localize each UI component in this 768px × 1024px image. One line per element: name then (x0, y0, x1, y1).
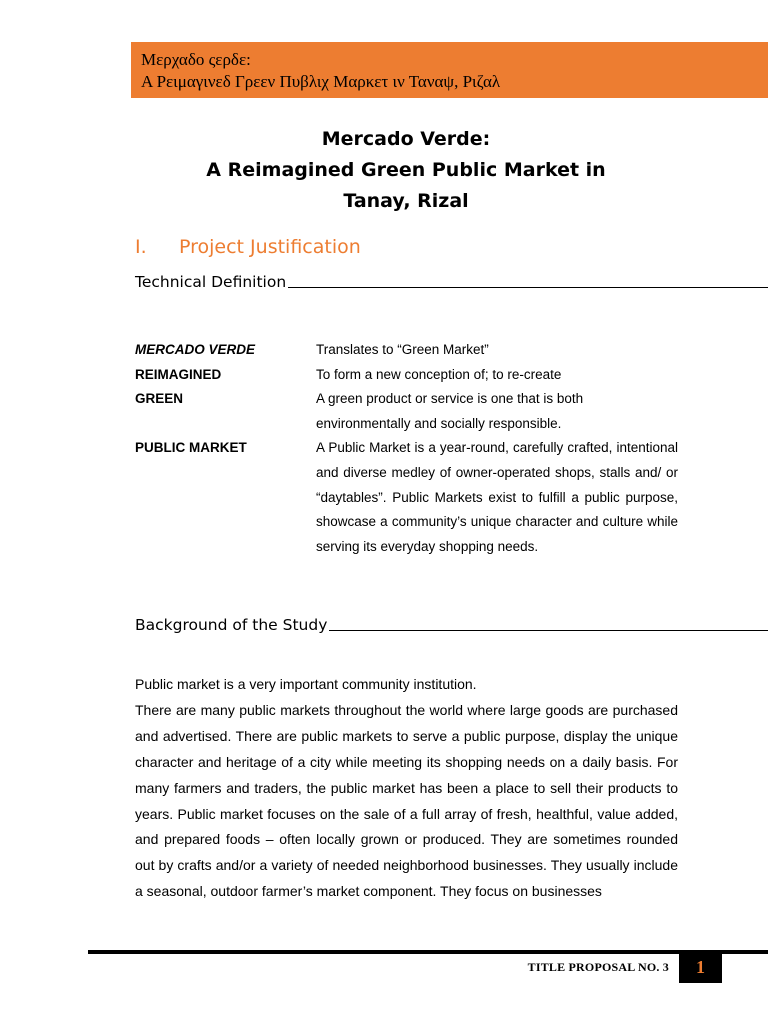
definition-text: A green product or service is one that is both environmentally and socially responsible. (316, 391, 584, 431)
header-line-1: Μερχαδο ςερδε: (141, 50, 251, 69)
definition-text: A Public Market is a year-round, carefully crafted, intentional and diverse medley of owner-operated shops, stalls and/ or “daytables”. Public Markets exist to fulfill a public purpose, showcase a community’s unique character and culture while serving its everyday shopping needs. (316, 440, 678, 554)
technical-definition-label: Technical Definition (135, 273, 287, 291)
section-number: I. (135, 236, 147, 258)
definitions-list (135, 338, 678, 559)
title-line-1: Mercado Verde: (321, 128, 491, 150)
definition-row (135, 338, 678, 363)
footer-rule (88, 950, 768, 954)
heading-rule (329, 630, 768, 631)
definition-term: REIMAGINED (135, 366, 222, 382)
title-line-2: A Reimagined Green Public Market in (206, 159, 606, 181)
section-heading (135, 236, 361, 258)
section-title: Project Justification (179, 236, 361, 258)
definition-term: GREEN (135, 391, 184, 407)
definition-text: Translates to “Green Market” (316, 342, 489, 357)
background-heading (135, 616, 768, 634)
definition-term: MERCADO VERDE (135, 342, 256, 357)
heading-rule (288, 287, 768, 288)
footer-label: TITLE PROPOSAL NO. 3 (527, 960, 669, 974)
definition-row (135, 363, 678, 388)
page-number: 1 (679, 953, 722, 983)
document-title (131, 124, 681, 217)
header-banner (131, 42, 768, 98)
technical-definition-heading (135, 273, 768, 291)
definition-row (135, 436, 678, 559)
definition-term: PUBLIC MARKET (135, 440, 247, 456)
definition-row (135, 387, 678, 436)
paragraph: There are many public markets throughout the world where large goods are purchased and advertised. There are public markets to serve a public purpose, display the unique character and heritage of a city while meeting its shopping needs on a daily basis. For many farmers and traders, the public market has been a place to sell their products to years. Public market focuses on the sale of a full array of fresh, healthful, value added, and prepared foods – often locally grown or produced. They are sometimes rounded out by crafts and/or a variety of needed neighborhood businesses. They usually include a seasonal, outdoor farmer’s market component. They focus on businesses (135, 701, 678, 900)
background-label: Background of the Study (135, 616, 328, 634)
definition-text: To form a new conception of; to re-create (316, 366, 562, 382)
title-line-3: Tanay, Rizal (343, 190, 469, 212)
paragraph: Public market is a very important community institution. (135, 676, 477, 692)
background-body (135, 672, 678, 905)
header-line-2: Α Ρειμαγινεδ Γρεεν Πυβλιχ Μαρκετ ιν Ταναψ, Ριζαλ (141, 72, 501, 91)
